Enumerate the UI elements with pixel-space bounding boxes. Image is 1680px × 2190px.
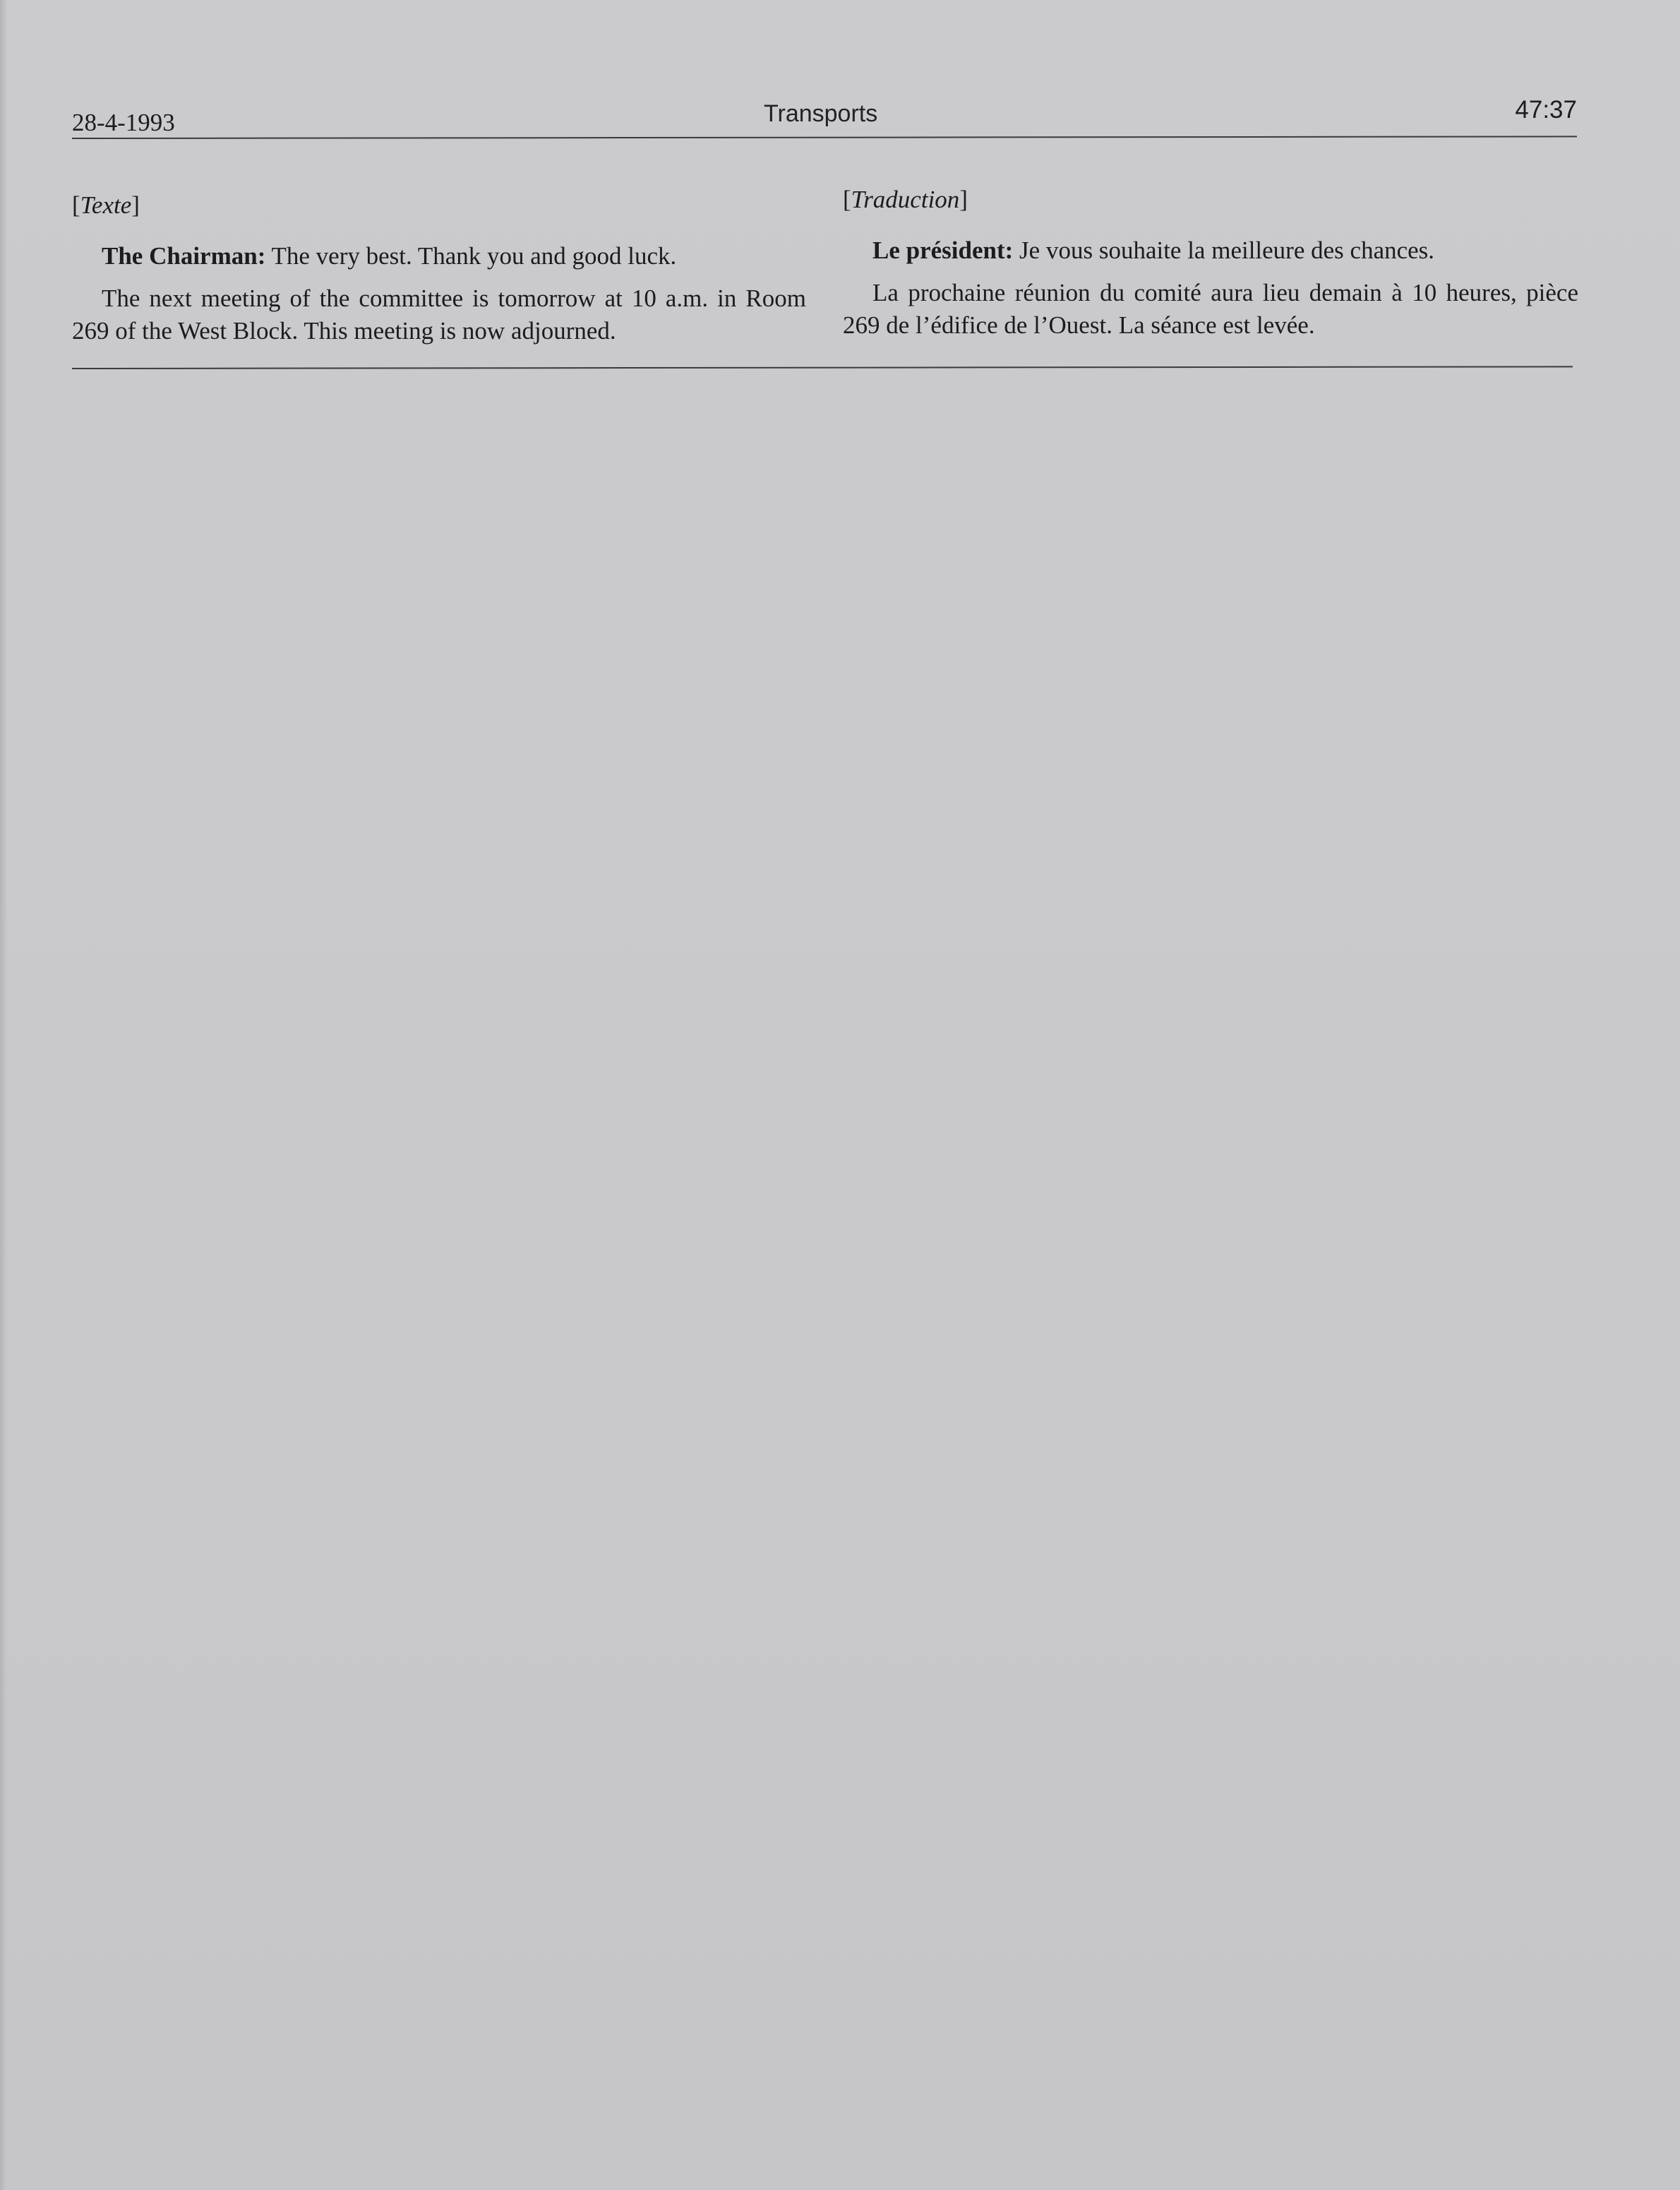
paragraph-text: La prochaine réunion du comité aura lieu demain à 10 heures, pièce 269 de l’édifice de l’Ouest. La séance est levée. — [843, 279, 1578, 339]
header-page-number: 47:37 — [1515, 96, 1577, 124]
marker-text: Texte — [80, 191, 132, 219]
president-remark — [843, 234, 1578, 267]
adjournment-paragraph — [72, 282, 806, 347]
remark-text: The very best. Thank you and good luck. — [265, 242, 677, 270]
adjournment-paragraph-fr — [843, 277, 1578, 342]
speaker-label: Le président: — [872, 237, 1014, 264]
page-edge — [0, 0, 7, 2190]
header-date: 28-4-1993 — [72, 109, 175, 136]
marker-text: Traduction — [851, 186, 960, 213]
english-column — [72, 189, 806, 357]
paragraph-text: The next meeting of the committee is tomorrow at 10 a.m. in Room 269 of the West Block. This meeting is now adjourned. — [72, 285, 806, 345]
french-column — [843, 184, 1578, 352]
speaker-label: The Chairman: — [102, 242, 266, 270]
language-marker-french: [Traduction] — [843, 186, 968, 213]
running-header — [72, 97, 1577, 137]
language-marker-english: [Texte] — [72, 191, 140, 219]
section-end-rule — [72, 366, 1573, 369]
chairman-remark — [72, 240, 806, 273]
remark-text: Je vous souhaite la meilleure des chances. — [1013, 237, 1435, 264]
header-title: Transports — [764, 100, 878, 127]
